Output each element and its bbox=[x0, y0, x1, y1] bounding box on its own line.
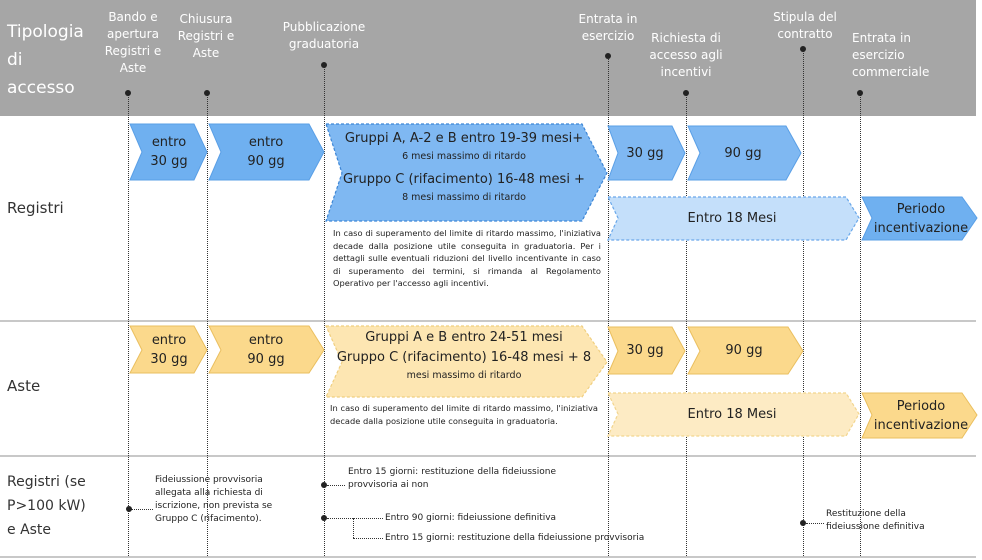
timeline-dot bbox=[800, 520, 806, 526]
registri-note: In caso di superamento del limite di ritardo massimo, l'iniziativa decade dalla posizione utile conseguita in graduatoria. Per i dettagli sulle eventuali riduzioni del livello incentivante in caso di superamento dei termini, si rimanda al Regolamento Operativo per l'accesso agli incentivi. bbox=[333, 228, 601, 288]
row-divider bbox=[0, 320, 976, 322]
connector bbox=[327, 485, 345, 486]
registri-arrow-30gg-b-label: 30 gg bbox=[626, 145, 664, 161]
header-richiesta: Richiesta di accesso agli incentivi bbox=[649, 31, 723, 79]
fideiussione-entro15-b: Entro 15 giorni: restituzione della fideiussione provvisoria bbox=[385, 533, 645, 543]
header-chiusura: Chiusura Registri e Aste bbox=[177, 12, 235, 60]
timeline-line-richiesta bbox=[686, 92, 687, 556]
timeline-dot bbox=[125, 90, 131, 96]
timeline-dot bbox=[605, 53, 611, 59]
registri-big-line1: Gruppi A, A-2 e B entro 19-39 mesi+ bbox=[344, 131, 584, 146]
aste-arrow-18mesi-label: Entro 18 Mesi bbox=[687, 407, 777, 422]
fideiussione-entro90: Entro 90 giorni: fideiussione definitiva bbox=[385, 513, 557, 523]
timeline-line-stipula bbox=[803, 48, 804, 556]
row-label-aste: Aste bbox=[7, 377, 41, 395]
row-label-registri-aste: Registri (se P>100 kW) e Aste bbox=[7, 474, 86, 538]
header-stipula: Stipula del contratto bbox=[773, 10, 837, 41]
registri-arrow-90gg-b-label: 90 gg bbox=[724, 145, 762, 161]
aste-big-line1: Gruppi A e B entro 24-51 mesi bbox=[365, 330, 563, 345]
registri-big-line2: 6 mesi massimo di ritardo bbox=[402, 151, 526, 162]
header-entrata-commerciale: Entrata in esercizio commerciale bbox=[852, 31, 930, 79]
header-tipologia: Tipologia di accesso bbox=[7, 22, 84, 98]
connector bbox=[327, 518, 383, 519]
row-label-registri: Registri bbox=[7, 199, 64, 217]
row-divider bbox=[0, 455, 976, 457]
fideiussione-entro15-ai-non: Entro 15 giorni: restituzione della fideiussione provvisoria ai non bbox=[348, 467, 556, 490]
registri-arrow-18mesi-label: Entro 18 Mesi bbox=[687, 211, 777, 226]
registri-arrow-30gg-label: entro 30 gg bbox=[150, 135, 188, 169]
timeline-line-bando bbox=[128, 92, 129, 556]
timeline-dot bbox=[126, 506, 132, 512]
connector bbox=[353, 538, 383, 539]
registri-big-line3: Gruppo C (rifacimento) 16-48 mesi + bbox=[343, 172, 585, 187]
connector bbox=[353, 518, 354, 538]
connector bbox=[806, 523, 824, 524]
aste-big-text bbox=[336, 328, 592, 383]
registri-arrow-incentivazione-label: Periodo incentivazione bbox=[873, 201, 969, 236]
registri-big-text bbox=[336, 129, 592, 205]
timeline-line-commerciale bbox=[860, 92, 861, 556]
timeline-dot bbox=[857, 90, 863, 96]
registri-big-line4: 8 mesi massimo di ritardo bbox=[402, 192, 526, 203]
aste-note: In caso di superamento del limite di ritardo massimo, l'iniziativa decade dalla posizione utile conseguita in graduatoria. bbox=[330, 403, 598, 426]
header-pubblicazione: Pubblicazione graduatoria bbox=[282, 20, 366, 51]
header-bando: Bando e apertura Registri e Aste bbox=[104, 10, 162, 75]
timeline-dot bbox=[683, 90, 689, 96]
timeline-dot bbox=[321, 482, 327, 488]
header-entrata-esercizio: Entrata in esercizio bbox=[578, 12, 638, 43]
aste-arrow-90gg-b-label: 90 gg bbox=[725, 343, 763, 358]
fideiussione-restituzione: Restituzione della fideiussione definitiva bbox=[826, 509, 925, 532]
aste-arrow-30gg-b-label: 30 gg bbox=[626, 343, 664, 358]
row-divider bbox=[0, 556, 976, 558]
aste-big-line3: mesi massimo di ritardo bbox=[406, 370, 522, 381]
aste-big-line2: Gruppo C (rifacimento) 16-48 mesi + 8 bbox=[336, 350, 592, 365]
aste-arrow-30gg-label: entro 30 gg bbox=[150, 332, 188, 367]
aste-arrow-90gg-label: entro 90 gg bbox=[247, 332, 285, 367]
fideiussione-provvisoria-note: Fideiussione provvisoria allegata alla richiesta di iscrizione, non prevista se Gruppo C (rifacimento). bbox=[155, 475, 273, 524]
timeline-dot bbox=[321, 62, 327, 68]
aste-arrow-incentivazione-label: Periodo incentivazione bbox=[873, 398, 969, 433]
timeline-dot bbox=[204, 90, 210, 96]
timeline-dot bbox=[800, 46, 806, 52]
registri-arrow-90gg-label: entro 90 gg bbox=[247, 135, 285, 169]
connector bbox=[131, 509, 153, 510]
timeline-dot bbox=[321, 515, 327, 521]
